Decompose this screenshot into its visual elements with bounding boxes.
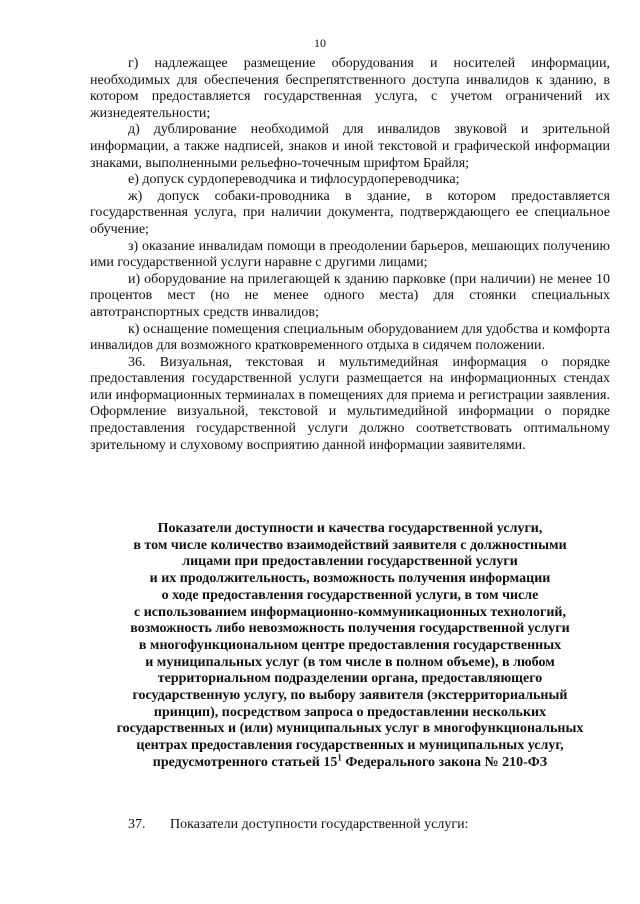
paragraph-k: к) оснащение помещения специальным оборудованием для удобства и комфорта инвалидов для возможного кратковременного отдыха в сидячем положении. [90, 321, 610, 354]
heading-last-text: предусмотренного статьей 15 [152, 754, 338, 770]
item-37 [128, 817, 608, 833]
heading-line: возможность либо невозможность получения государственной услуги [130, 621, 570, 637]
heading-line: принцип), посредством запроса о предоставлении нескольких [153, 704, 547, 720]
heading-line: Показатели доступности и качества государственной услуги, [157, 521, 543, 536]
heading-line: центрах предоставления государственных и муниципальных услуг, [136, 738, 564, 754]
page-number: 10 [314, 36, 326, 50]
heading-line: лицами при предоставлении государственной услуги [182, 554, 518, 570]
paragraph-z: з) оказание инвалидам помощи в преодолении барьеров, мешающих получению ими государственной услуги наравне с другими лицами; [90, 238, 610, 271]
section-heading [86, 521, 614, 772]
paragraph-zh: ж) допуск собаки-проводника в здание, в котором предоставляется государственная услуга, при наличии документа, подтверждающего ее специальное обучение; [90, 188, 610, 237]
heading-line: и их продолжительность, возможность получения информации [149, 571, 551, 587]
paragraph-e: е) допуск сурдопереводчика и тифлосурдопереводчика; [128, 172, 460, 188]
heading-line: в том числе количество взаимодействий заявителя с должностными [133, 537, 567, 553]
heading-line: и муниципальных услуг (в том числе в полном объеме), в любом [145, 654, 555, 670]
heading-line: государственную услугу, по выбору заявителя (экстерриториальный [132, 688, 568, 704]
heading-line-last [86, 752, 614, 772]
item-37-text: Показатели доступности государственной услуги: [170, 817, 469, 832]
paragraph-i: и) оборудование на прилегающей к зданию парковке (при наличии) не менее 10 процентов мест (но не менее одного места) для стоянки специальных автотранспортных средств инвалидов; [90, 271, 610, 320]
heading-last-law: Федерального закона № 210-ФЗ [341, 754, 548, 770]
paragraph-d: д) дублирование необходимой для инвалидов звуковой и зрительной информации, а также надписей, знаков и иной текстовой и графической информации знаками, выполненными рельефно-точечным шрифтом Брайля; [90, 122, 610, 171]
article-superscript: 1 [337, 752, 342, 763]
heading-line: территориальном подразделении органа, предоставляющего [157, 671, 543, 687]
heading-line: с использованием информационно-коммуникационных технологий, [134, 604, 566, 620]
heading-line: о ходе предоставления государственной услуги, в том числе [161, 587, 539, 603]
item-37-number: 37. [128, 817, 146, 832]
body-text [90, 56, 610, 454]
heading-line: в многофункциональном центре предоставления государственных [138, 637, 562, 653]
paragraph-36: 36. Визуальная, текстовая и мультимедийная информация о порядке предоставления государственной услуги размещается на информационных стендах или информационных терминалах в помещениях для приема и регистрации заявления. Оформление визуальной, текстовой и мультимедийной информации о порядке предоставления государственной услуги должно соответствовать оптимальному зрительному и слуховому восприятию данной информации заявителями. [90, 354, 610, 453]
heading-line: государственных и (или) муниципальных услуг в многофункциональных [116, 721, 584, 737]
paragraph-g: г) надлежащее размещение оборудования и носителей информации, необходимых для обеспечения беспрепятственного доступа инвалидов к зданию, в котором предоставляется государственная услуга, с учетом ограничений их жизнедеятельности; [90, 56, 610, 121]
